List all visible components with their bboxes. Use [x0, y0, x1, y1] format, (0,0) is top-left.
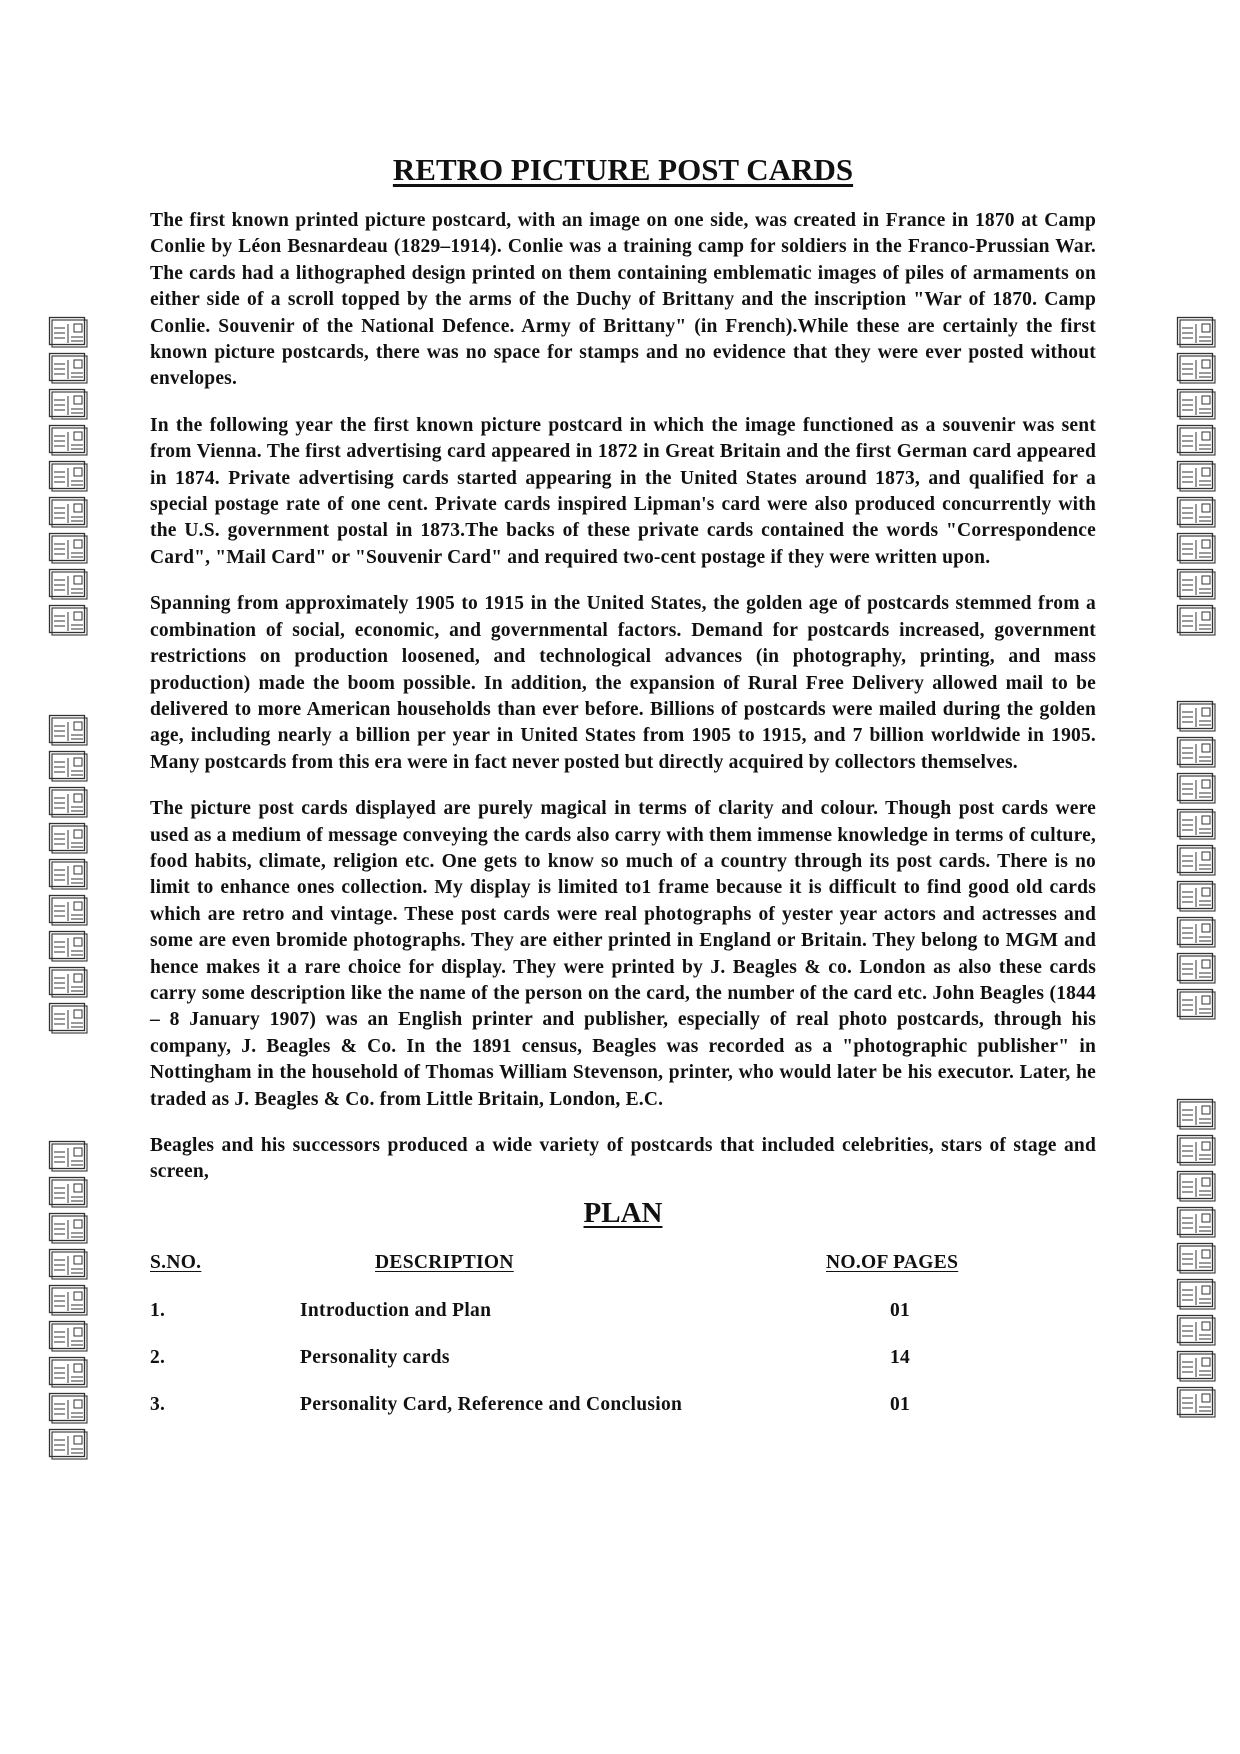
postcard-icon — [48, 1248, 88, 1280]
postcard-icon — [48, 1140, 88, 1172]
postcard-icon — [48, 858, 88, 890]
paragraph-5: Beagles and his successors produced a wide variety of postcards that included celebrities, stars of stage and screen, — [150, 1135, 1096, 1183]
right-icon-group-1 — [1176, 316, 1220, 640]
postcard-icon — [1176, 568, 1216, 600]
postcard-icon — [48, 496, 88, 528]
postcard-icon — [1176, 844, 1216, 876]
postcard-icon — [48, 1320, 88, 1352]
postcard-icon — [1176, 316, 1216, 348]
postcard-icon — [48, 894, 88, 926]
row-pages: 01 — [890, 1299, 911, 1321]
postcard-icon — [48, 1428, 88, 1460]
postcard-icon — [48, 1392, 88, 1424]
postcard-icon — [48, 1002, 88, 1034]
postcard-icon — [1176, 1278, 1216, 1310]
postcard-icon — [1176, 952, 1216, 984]
postcard-icon — [48, 930, 88, 962]
postcard-icon — [48, 822, 88, 854]
postcard-icon — [1176, 808, 1216, 840]
postcard-icon — [1176, 1206, 1216, 1238]
postcard-icon — [48, 316, 88, 348]
postcard-icon — [48, 604, 88, 636]
postcard-icon — [48, 352, 88, 384]
postcard-icon — [48, 568, 88, 600]
postcard-icon — [1176, 352, 1216, 384]
postcard-icon — [48, 750, 88, 782]
header-description: DESCRIPTION — [375, 1251, 514, 1273]
postcard-icon — [1176, 388, 1216, 420]
postcard-icon — [1176, 1098, 1216, 1130]
postcard-icon — [1176, 1242, 1216, 1274]
postcard-icon — [48, 1356, 88, 1388]
postcard-icon — [48, 1284, 88, 1316]
postcard-icon — [1176, 700, 1216, 732]
left-icon-group-2 — [48, 714, 92, 1038]
row-sno: 1. — [150, 1299, 166, 1321]
plan-table-header — [150, 1252, 1096, 1278]
row-description: Introduction and Plan — [300, 1299, 492, 1321]
postcard-icon — [1176, 1170, 1216, 1202]
right-icon-group-2 — [1176, 700, 1220, 1024]
postcard-icon — [48, 460, 88, 492]
postcard-icon — [48, 966, 88, 998]
header-pages: NO.OF PAGES — [826, 1251, 959, 1273]
paragraph-4: The picture post cards displayed are purely magical in terms of clarity and colour. Though post cards were used as a medium of message conveying the cards also carry with them immense knowledge in terms of culture, food habits, climate, religion etc. One gets to know so much of a country through its post cards. There is no limit to enhance ones collection. My display is limited to1 frame because it is difficult to find good old cards which are retro and vintage. These post cards were real photographs of yester year actors and actresses and some are even bromide photographs. They are either printed in England or Britain. They belong to MGM and hence makes it a rare choice for display. They were printed by J. Beagles & co. London as also these cards carry some description like the name of the person on the card, the number of the card etc. John Beagles (1844 – 8 January 1907) was an English printer and publisher, especially of real photo postcards, through his company, J. Beagles & Co. In the 1891 census, Beagles was recorded as a "photographic publisher" in Nottingham in the household of Thomas William Stevenson, printer, who would later be his executor. Later, he traded as J. Beagles & Co. from Little Britain, London, E.C. — [150, 798, 1096, 1110]
document-body — [150, 150, 1096, 1441]
left-icon-group-3 — [48, 1140, 92, 1464]
postcard-icon — [1176, 460, 1216, 492]
postcard-icon — [48, 786, 88, 818]
postcard-icon — [48, 424, 88, 456]
postcard-icon — [1176, 1386, 1216, 1418]
postcard-icon — [48, 714, 88, 746]
row-sno: 2. — [150, 1346, 166, 1368]
header-sno: S.NO. — [150, 1251, 202, 1273]
postcard-icon — [1176, 916, 1216, 948]
row-description: Personality Card, Reference and Conclusion — [300, 1393, 683, 1415]
postcard-icon — [1176, 604, 1216, 636]
postcard-icon — [1176, 1314, 1216, 1346]
postcard-icon — [48, 1212, 88, 1244]
postcard-icon — [48, 532, 88, 564]
postcard-icon — [1176, 496, 1216, 528]
paragraph-1: The first known printed picture postcard, with an image on one side, was created in France in 1870 at Camp Conlie by Léon Besnardeau (1829–1914). Conlie was a training camp for soldiers in the Franco-Prussian War. The cards had a lithographed design printed on them containing emblematic images of piles of armaments on either side of a scroll topped by the arms of the Duchy of Brittany and the inscription "War of 1870. Camp Conlie. Souvenir of the National Defence. Army of Brittany" (in French).While these are certainly the first known picture postcards, there was no space for stamps and no evidence that they were ever posted without envelopes. — [150, 210, 1096, 390]
left-icon-group-1 — [48, 316, 92, 640]
row-pages: 14 — [890, 1346, 911, 1368]
plan-heading: PLAN — [583, 1196, 663, 1229]
table-row — [150, 1300, 1096, 1326]
postcard-icon — [1176, 532, 1216, 564]
right-icon-group-3 — [1176, 1098, 1220, 1422]
paragraph-2: In the following year the first known picture postcard in which the image functioned as a souvenir was sent from Vienna. The first advertising card appeared in 1872 in Great Britain and the first German card appeared in 1874. Private advertising cards started appearing in the United States around 1873, and qualified for a special postage rate of one cent. Private cards inspired Lipman's card were also produced concurrently with the U.S. government postal in 1873.The backs of these private cards contained the words "Correspondence Card", "Mail Card" or "Souvenir Card" and required two-cent postage if they were written upon. — [150, 414, 1096, 568]
row-sno: 3. — [150, 1393, 166, 1415]
row-description: Personality cards — [300, 1346, 450, 1368]
postcard-icon — [1176, 880, 1216, 912]
postcard-icon — [48, 1176, 88, 1208]
postcard-icon — [1176, 736, 1216, 768]
page-title: RETRO PICTURE POST CARDS — [392, 152, 854, 187]
postcard-icon — [48, 388, 88, 420]
postcard-icon — [1176, 1134, 1216, 1166]
postcard-icon — [1176, 424, 1216, 456]
postcard-icon — [1176, 1350, 1216, 1382]
paragraph-3: Spanning from approximately 1905 to 1915 in the United States, the golden age of postcards stemmed from a combination of social, economic, and governmental factors. Demand for postcards increased, government restrictions on production loosened, and technological advances (in photography, printing, and mass production) made the boom possible. In addition, the expansion of Rural Free Delivery allowed mail to be delivered to more American households than ever before. Billions of postcards were mailed during the golden age, including nearly a billion per year in United States from 1905 to 1915, and 7 billion worldwide in 1905. Many postcards from this era were in fact never posted but directly acquired by collectors themselves. — [150, 593, 1096, 773]
postcard-icon — [1176, 772, 1216, 804]
postcard-icon — [1176, 988, 1216, 1020]
row-pages: 01 — [890, 1393, 911, 1415]
table-row — [150, 1394, 1096, 1420]
table-row — [150, 1347, 1096, 1373]
